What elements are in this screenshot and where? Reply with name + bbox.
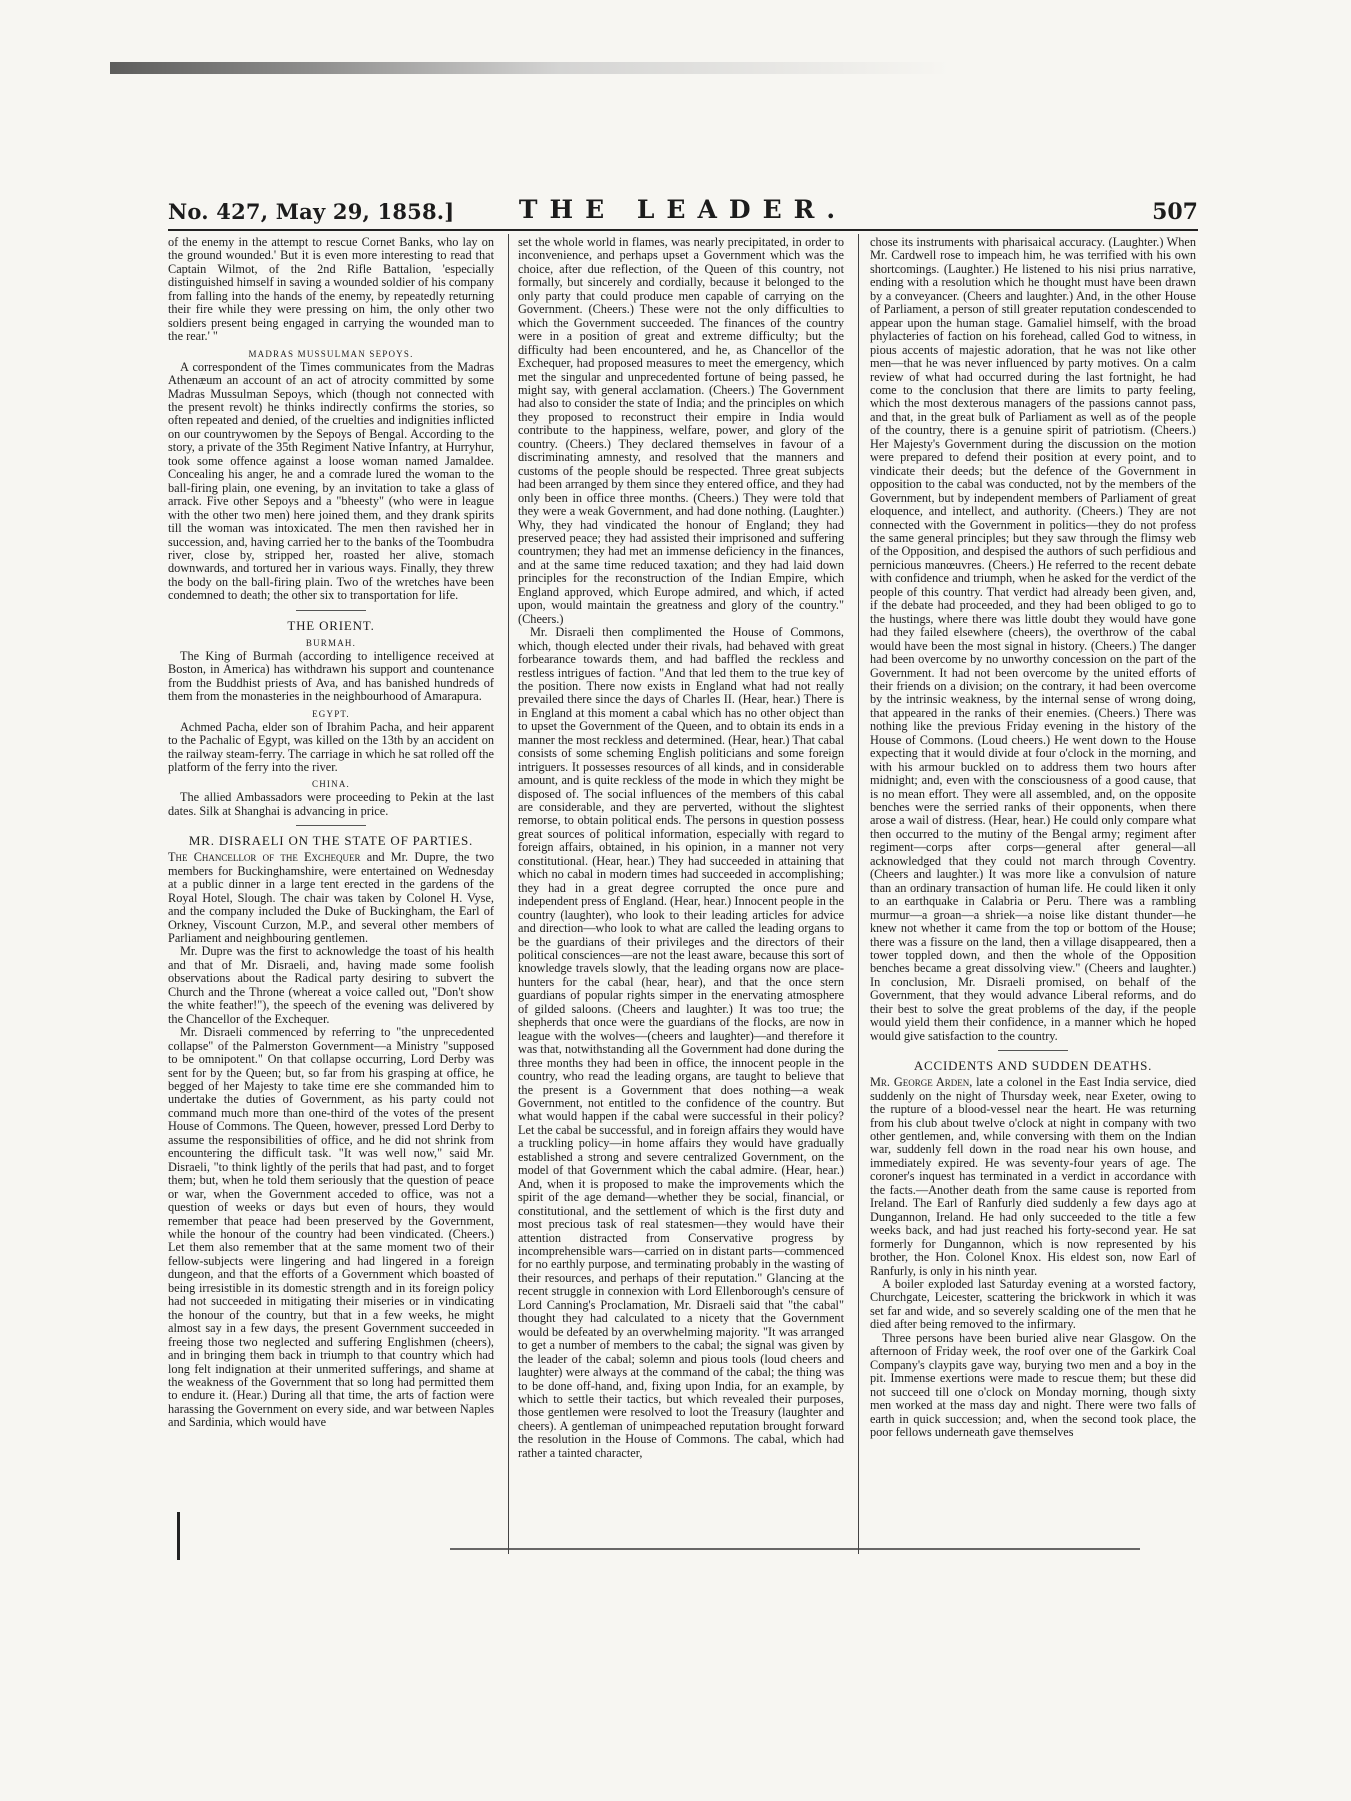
paragraph-text: and Mr. Dupre, the two members for Buckinghamshire, were entertained on Wednesday at a public dinner in a large tent erected in the gardens of the Royal Hotel, Slough. The chair was taken by Colonel H. Vyse, and the company included the Duke of Buckingham, the Earl of Orkney, Viscount Curzon, M.P., and several other members of Parliament and neighbouring gentlemen. <box>168 850 494 946</box>
page-number: 507 <box>1152 199 1198 225</box>
article-paragraph: A correspondent of the Times communicates from the Madras Athenæum an account of an act of atrocity committed by some Madras Mussulman Sepoys, which (though not connected with the present revolt) he thinks indirectly confirms the stories, so often repeated and denied, of the cruelties and indignities inflicted on our countrywomen by the Sepoys of Bengal. According to the story, a private of the 35th Regiment Native Infantry, at Hurryhur, took some offence against a loose woman named Jamaldee. Concealing his anger, he and a comrade lured the woman to the ball-firing plain, one evening, by an invitation to take a glass of arrack. Five other Sepoys and a "bheesty" (who were in league with the other two men) here joined them, and they drank spirits till the woman was intoxicated. The men then ravished her in succession, and, having carried her to the banks of the Toombudra river, close by, stripped her, roasted her alive, stomach downwards, and tortured her in various ways. Finally, they threw the body on the ball-firing plain. Two of the wretches have been condemned to death; the other six to transportation for life. <box>168 359 494 603</box>
section-subheading: EGYPT. <box>312 708 350 719</box>
section-subheading: CHINA. <box>312 779 350 790</box>
section-heading: THE ORIENT. <box>287 617 375 633</box>
article-paragraph: The allied Ambassadors were proceeding to Pekin at the last dates. Silk at Shanghai is advancing in price. <box>168 790 494 818</box>
lead-in: Mr. George Arden, <box>870 1075 973 1090</box>
article-paragraph: The King of Burmah (according to intelligence received at Boston, in America) has withdrawn his support and countenance from the Buddhist priests of Ava, and has banished hundreds of them from the monasteries in the neighbourhood of Amarapura. <box>168 648 494 704</box>
article-paragraph: Achmed Pacha, elder son of Ibrahim Pacha, and heir apparent to the Pachalic of Egypt, was killed on the 13th by an accident on the railway steam-ferry. The carriage in which he sat rolled off the platform of the ferry into the river. <box>168 719 494 774</box>
column-separator <box>508 234 509 1554</box>
section-divider <box>998 1050 1068 1051</box>
article-paragraph <box>168 851 494 945</box>
newspaper-title: THE LEADER. <box>518 195 848 224</box>
article-paragraph: Mr. Disraeli commenced by referring to "the unprecedented collapse" of the Palmerston Government—a Ministry "supposed to be omnipotent." On that collapse occurring, Lord Derby was sent for by the Queen; but, so far from his grasping at office, he begged of her Majesty to take time ere she commanded him to undertake the duties of Government, as his party could not command much more than one-third of the votes of the present House of Commons. The Queen, however, pressed Lord Derby to assume the responsibilities of office, and he did not shrink from encountering the difficult task. "It was well now," said Mr. Disraeli, "to think lightly of the perils that had past, and to forget them; but, when he told them seriously that the question of peace or war, when the Government acceded to office, was not a question of weeks or days but even of hours, they would remember that peace had been preserved by the Government, while the honour of the country had been vindicated. (Cheers.) Let them also remember that at the same moment two of their fellow-subjects were lingering and had lingered in a foreign dungeon, and that the efforts of a Government which boasted of being irresistible in its domestic strength and in its foreign policy had not succeeded in mitigating their miseries or in vindicating the honour of the country, but that in a few weeks, he might almost say in a few days, the present Government succeeded in freeing those two neglected and suffering Englishmen (cheers), and in bringing them back in triumph to that country which had long felt indignation at their unmerited sufferings, and shame at the weakness of the Government that so long had permitted them to endure it. (Hear.) During all that time, the arts of faction were harassing the Government on every side, and war between Naples and Sardinia, which would have <box>168 1025 494 1430</box>
article-paragraph: A boiler exploded last Saturday evening at a worsted factory, Churchgate, Leicester, scattering the brickwork in which it was set far and wide, and so severely scalding one of the men that he died after being removed to the infirmary. <box>870 1276 1196 1332</box>
section-heading: ACCIDENTS AND SUDDEN DEATHS. <box>913 1058 1153 1074</box>
column-2 <box>518 236 844 1554</box>
section-divider <box>296 610 366 611</box>
column-separator <box>858 234 859 1554</box>
issue-date: No. 427, May 29, 1858.] <box>168 199 455 224</box>
section-subheading: MADRAS MUSSULMAN SEPOYS. <box>248 348 414 359</box>
section-divider <box>296 825 366 826</box>
binding-mark <box>177 1512 180 1560</box>
article-paragraph: Mr. Disraeli then complimented the House of Commons, which, though elected under their rivals, had behaved with great forbearance towards them, and had baffled the reckless and restless intrigues of faction. "And that led them to the true key of the position. There now exists in England what had not really prevailed there since the days of Charles II. (Hear, hear.) There is in England at this moment a cabal which has no other object than to upset the Government of the Queen, and to obtain its ends in a manner the most reckless and determined. (Hear, hear.) That cabal consists of some scheming English politicians and some foreign intriguers. It possesses resources of all kinds, and in considerable amount, and is quite reckless of the mode in which they might be disposed of. The social influences of the members of this cabal are considerable, and they are perverted, without the slightest remorse, to obtain political ends. The persons in question possess great sources of political information, especially with regard to foreign affairs, obtained, in his opinion, in a manner not very constitutional. (Hear, hear.) They had succeeded in attaining that which no cabal in modern times had succeeded in accomplishing; they had in a great degree corrupted the once pure and independent press of England. (Hear, hear.) Innocent people in the country (laughter), who look to their leading articles for advice and direction—who look to what are called the leading organs to be the guardians of their privileges and the directors of their political consciences—are not the least aware, because this sort of knowledge travels slowly, that the leading organs now are place-hunters for the cabal (hear, hear), and that the once stern guardians of popular rights simper in the enervating atmosphere of gilded saloons. (Cheers and laughter.) It was too true; the shepherds that once were the guardians of the flocks, are now in league with the wolves—(cheers and laughter)—and therefore it was that, notwithstanding all the Government had done during the three months they had been in office, the innocent people in the country, who read the leading organs, are taught to believe that the present is a Government that does nothing—a weak Government, not entitled to the confidence of the country. But what would happen if the cabal were successful in their policy? Let the cabal be successful, and in foreign affairs they would have a truckling policy—in home affairs they would have gradually established a strong and severe centralized Government, on the model of that Government which the cabal admire. (Hear, hear.) And, when it is proposed to make the improvements which the spirit of the age demand—whether they be social, financial, or constitutional, and the settlement of which is the first duty and most precious task of real statesmen—they would have their attention distracted from Conservative progress by incomprehensible wars—carried on in distant parts—commenced for no earthly purpose, and terminating probably in the wasting of their resources, and perhaps of their reputation." Glancing at the recent struggle in connexion with Lord Ellenborough's censure of Lord Canning's Proclamation, Mr. Disraeli said that "the cabal" thought they had calculated to a nicety that the Government would be defeated by an overwhelming majority. "It was arranged to get a number of members to the cabal; the signal was given by the leader of the cabal; solemn and pious tools (loud cheers and laughter) were always at the command of the cabal; the thing was to be done off-hand, and, fixing upon India, for an example, by which to settle their tactics, but which revealed their purposes, those gentlemen were resolved to loot the Treasury (laughter and cheers). A gentleman of unimpeached reputation brought forward the resolution in the House of Commons. The cabal, which had rather a tainted character, <box>518 625 844 1460</box>
article-paragraph: chose its instruments with pharisaical accuracy. (Laughter.) When Mr. Cardwell rose to impeach him, he was terrified with his own shortcomings. (Laughter.) He listened to his nisi prius narrative, ending with a resolution which he thought must have been drawn by a conveyancer. (Cheers and laughter.) And, in the other House of Parliament, a person of still greater reputation condescended to appear upon the human stage. Gamaliel himself, with the broad phylacteries of faction on his forehead, called God to witness, in pious accents of majestic adoration, that he was not like other men—that he was never influenced by party motives. On a calm review of what had occurred during the last fortnight, he had come to the conclusion that there are limits to party feeling, which the most dexterous managers of the passions cannot pass, and that, in the great bulk of Parliament as well as of the people of the country, there is a genuine spirit of patriotism. (Cheers.) Her Majesty's Government during the discussion on the motion were prepared to defend their position at every point, and to vindicate their deeds; but the defence of the Government in opposition to the cabal was conducted, not by the members of the Government, but by independent members of Parliament of great eloquence, and intellect, and authority. (Cheers.) They are not connected with the Government in politics—they do not profess the same general principles; but they saw through the flimsy web of the Opposition, and despised the authors of such perfidious and pernicious manœuvres. (Cheers.) He referred to the recent debate with confidence and triumph, when he asked for the verdict of the people of this country. That verdict had already been given, and, if the debate had proceeded, and they had been obliged to go to the hustings, where there was little doubt they would have gone had they failed elsewhere (cheers), the overthrow of the cabal would have been the most signal in history. (Cheers.) The danger had been overcome by no unworthy concession on the part of the Government. It had not been overcome by the united efforts of their friends on a division; on the contrary, it had been overcome by the intrinsic weakness, by the internal sense of wrong doing, that appeared in the ranks of their enemies. (Cheers.) There was nothing like the previous Friday evening in the history of the House of Commons. (Loud cheers.) He went down to the House expecting that it would divide at four o'clock in the morning, and with his armour buckled on to address them two hours after midnight; and, even with the consciousness of a good cause, that is no mean effort. They were all assembled, and, on the opposite benches were the serried ranks of their opponents, when there arose a wail of distress. (Hear, hear.) He could only compare what then occurred to the mutiny of the Bengal army; regiment after regiment—corps after corps—general after general—all acknowledged that they could not march through Coventry. (Cheers and laughter.) It was more like a convulsion of nature than an ordinary transaction of human life. He could liken it only to an earthquake in Calabria or Peru. There was a rambling murmur—a groan—a shriek—a noise like distant thunder—he knew not whether it came from the top or bottom of the House; there was a fissure on the land, then a village disappeared, then a tower toppled down, and then the whole of the Opposition benches became a great dissolving view." (Cheers and laughter.) In conclusion, Mr. Disraeli promised, on behalf of the Government, that they would advance Liberal reforms, and do their best to solve the great problems of the day, if the people would yield them their confidence, in a manner which he hoped would give satisfaction to the country. <box>870 236 1196 1043</box>
section-heading: MR. DISRAELI ON THE STATE OF PARTIES. <box>188 833 474 849</box>
article-paragraph: of the enemy in the attempt to rescue Cornet Banks, who lay on the ground wounded.' But it is even more interesting to read that Captain Wilmot, of the 2nd Rifle Battalion, 'especially distinguished himself in saving a wounded soldier of his company from falling into the hands of the enemy, by repeatedly returning their fire while they were pressing on him, the only other two soldiers present being engaged in carrying the wounded man to the rear.' " <box>168 236 494 344</box>
column-3 <box>870 236 1196 1554</box>
article-paragraph: set the whole world in flames, was nearly precipitated, in order to inconvenience, and perhaps upset a Government which was the choice, after due reflection, of the Queen of this country, not formally, but sincerely and cordially, because it belonged to the only party that could produce men capable of carrying on the Government. (Cheers.) These were not the only difficulties to which the Government succeeded. The finances of the country were in a position of great and extreme difficulty; but the difficulty had been encountered, and he, as Chancellor of the Exchequer, had proposed measures to meet the emergency, which met the singular and unprecedented fortune of being passed, he might say, with general acclamation. (Cheers.) The Government had also to consider the state of India; and the principles on which they proposed to reconstruct their empire in India would contribute to the happiness, welfare, power, and glory of the country. (Cheers.) They declared themselves in favour of a discriminating amnesty, and resolved that the manners and customs of the people should be respected. Three great subjects had been arranged by them since they entered office, and they had only been in office three months. (Cheers.) They were told that they were a weak Government, and had done nothing. (Laughter.) Why, they had vindicated the honour of England; they had preserved peace; they had assisted their imprisoned and suffering countrymen; they had met an immense deficiency in the finances, and at the same time reduced taxation; and they had laid down principles for the reconstruction of the Indian Empire, which England approved, which Europe admired, and which, if acted upon, would maintain the greatness and glory of the country." (Cheers.) <box>518 236 844 626</box>
footer-rule <box>450 1548 1140 1550</box>
section-subheading: BURMAH. <box>305 637 357 648</box>
article-paragraph: Mr. Dupre was the first to acknowledge the toast of his health and that of Mr. Disraeli, and, having made some foolish observations about the Radical party desiring to subvert the Church and the Throne (whereat a voice called out, "Don't show the white feather!"), the speech of the evening was delivered by the Chancellor of the Exchequer. <box>168 944 494 1026</box>
column-1 <box>168 236 494 1554</box>
article-paragraph <box>870 1076 1196 1278</box>
masthead <box>168 195 1198 229</box>
paragraph-text: late a colonel in the East India service, died suddenly on the night of Thursday week, near Exeter, owing to the rupture of a blood-vessel near the heart. He was returning from his club about twelve o'clock at night in company with two other gentlemen, and, while conversing with them on the Indian war, suddenly fell down in the road near his own house, and immediately expired. He was seventy-four years of age. The coroner's inquest has terminated in a verdict in accordance with the facts.—Another death from the same cause is reported from Ireland. The Earl of Ranfurly died suddenly a few days ago at Dungannon, Ireland. He had only succeeded to the title a few weeks back, and had just reached his forty-second year. He sat formerly for Dungannon, which is now represented by his brother, the Hon. Colonel Knox. His eldest son, now Earl of Ranfurly, is only in his ninth year. <box>870 1075 1196 1278</box>
scan-smudge <box>110 62 1230 74</box>
article-paragraph: Three persons have been buried alive near Glasgow. On the afternoon of Friday week, the roof over one of the Garkirk Coal Company's claypits gave way, burying two men and a boy in the pit. Immense exertions were made to rescue them; but these did not succeed till one o'clock on Monday morning, though sixty men worked at the mass day and night. There were two falls of earth in quick succession; and, when the second took place, the poor fellows underneath gave themselves <box>870 1330 1196 1439</box>
lead-in: The Chancellor of the Exchequer <box>168 850 361 865</box>
header-rule <box>168 229 1198 231</box>
